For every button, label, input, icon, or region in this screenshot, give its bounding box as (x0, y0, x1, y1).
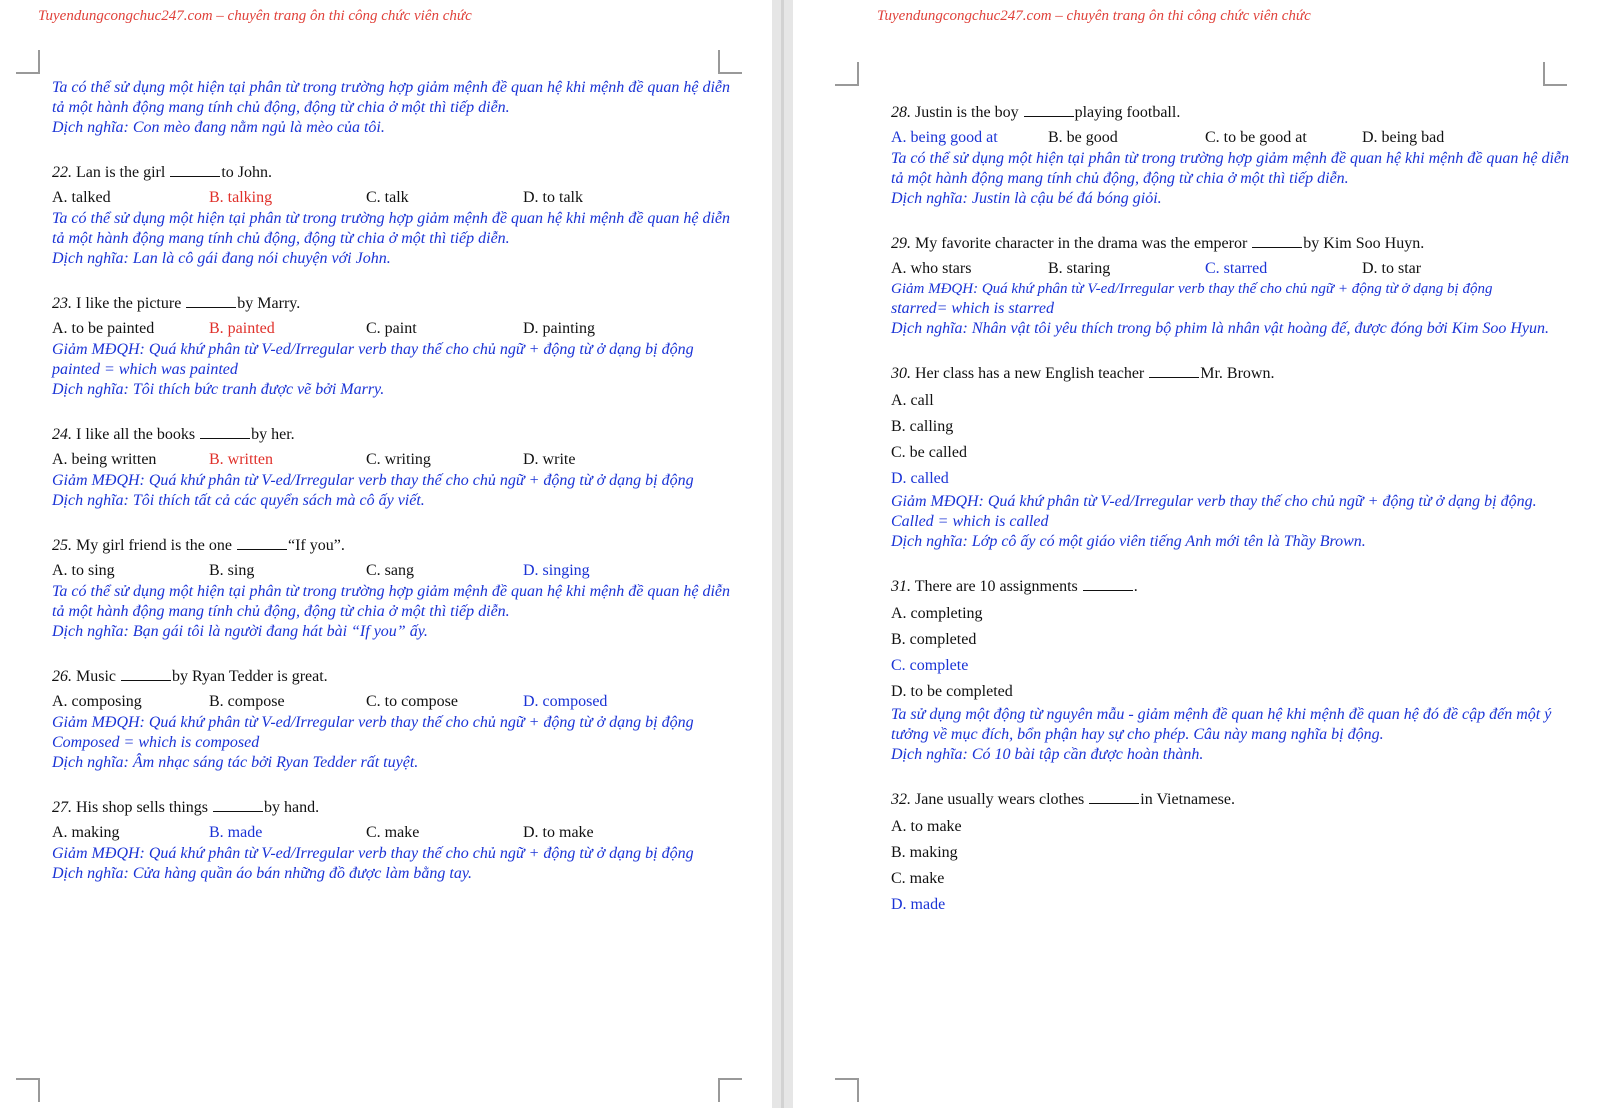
question-stem-after: by her. (251, 426, 295, 443)
answer-option: A. being written (52, 451, 157, 468)
question-number: 26. (52, 668, 72, 685)
answer-options (891, 814, 1581, 918)
answer-option: C. to be good at (1205, 129, 1307, 146)
answer-option: C. writing (366, 451, 431, 468)
answer-options (52, 318, 732, 340)
question-number: 31. (891, 578, 911, 595)
answer-option: D. to make (523, 824, 594, 841)
question-stem-after: by hand. (264, 799, 320, 816)
answer-option: D. painting (523, 320, 595, 337)
question-block (52, 535, 732, 642)
question-stem-before: I like the picture (76, 295, 182, 312)
crop-mark (718, 50, 742, 74)
intro-block (52, 78, 732, 138)
answer-option: C. to compose (366, 693, 458, 710)
answer-option: C. sang (366, 562, 414, 579)
question-number: 24. (52, 426, 72, 443)
answer-option-correct: D. made (891, 896, 946, 913)
question-number: 22. (52, 164, 72, 181)
question-stem-after: “If you”. (287, 537, 345, 554)
question-block (891, 102, 1581, 209)
question-text (891, 789, 1581, 810)
answer-blank (1252, 235, 1302, 248)
question-number: 29. (891, 235, 911, 252)
answer-option: A. making (52, 824, 120, 841)
question-text (52, 293, 732, 314)
answer-option: A. composing (52, 693, 142, 710)
answer-blank (200, 426, 250, 439)
explanation-line: Called = which is called (891, 513, 1049, 530)
explanation-line: Giảm MĐQH: Quá khứ phân từ V-ed/Irregular verb thay thế cho chủ ngữ + động từ ở dạng bị động (52, 341, 694, 358)
question-block (52, 293, 732, 400)
answer-options (891, 258, 1581, 280)
answer-option: C. talk (366, 189, 409, 206)
translation-line: Dịch nghĩa: Tôi thích tất cả các quyển sách mà cô ấy viết. (52, 492, 425, 509)
answer-options (52, 822, 732, 844)
crop-mark (1543, 62, 1567, 86)
right-content (891, 102, 1581, 942)
explanation-line: Giảm MĐQH: Quá khứ phân từ V-ed/Irregular verb thay thế cho chủ ngữ + động từ ở dạng bị động (891, 281, 1493, 297)
answer-blank (1083, 578, 1133, 591)
answer-option: D. write (523, 451, 576, 468)
answer-option: C. make (891, 870, 945, 887)
translation-line: Dịch nghĩa: Có 10 bài tập cần được hoàn thành. (891, 746, 1204, 763)
answer-option: A. who stars (891, 260, 972, 277)
question-text (52, 162, 732, 183)
question-block (891, 789, 1581, 918)
question-stem-before: Music (76, 668, 116, 685)
translation-line: Dịch nghĩa: Âm nhạc sáng tác bởi Ryan Tedder rất tuyệt. (52, 754, 419, 771)
answer-option: A. to be painted (52, 320, 155, 337)
question-list (52, 162, 732, 884)
answer-option-correct: A. being good at (891, 129, 998, 146)
answer-options (891, 127, 1581, 149)
translation-line: Dịch nghĩa: Nhân vật tôi yêu thích trong bộ phim là nhân vật hoàng đế, được đóng bởi Kim Soo Hyun. (891, 320, 1550, 337)
question-stem-after: in Vietnamese. (1140, 791, 1235, 808)
explanation-line: Composed = which is composed (52, 734, 260, 751)
answer-option: B. calling (891, 418, 954, 435)
page-gutter (772, 0, 793, 1108)
question-stem-before: Jane usually wears clothes (915, 791, 1085, 808)
question-stem-before: Lan is the girl (76, 164, 166, 181)
page-header: Tuyendungcongchuc247.com – chuyên trang ôn thi công chức viên chức (38, 8, 472, 24)
answer-option: A. completing (891, 605, 983, 622)
page-right (793, 0, 1600, 1108)
answer-blank (1149, 365, 1199, 378)
question-text (52, 424, 732, 445)
answer-option-correct: D. composed (523, 693, 608, 710)
question-stem-before: His shop sells things (76, 799, 209, 816)
question-stem-after: to John. (221, 164, 272, 181)
question-text (891, 102, 1581, 123)
question-text (52, 797, 732, 818)
question-number: 32. (891, 791, 911, 808)
question-text (891, 363, 1581, 384)
translation-line: Dịch nghĩa: Justin là cậu bé đá bóng giỏi. (891, 190, 1162, 207)
question-stem-before: My favorite character in the drama was the emperor (915, 235, 1248, 252)
answer-option: D. to talk (523, 189, 583, 206)
answer-option: B. completed (891, 631, 977, 648)
answer-options (891, 601, 1581, 705)
answer-option: D. being bad (1362, 129, 1445, 146)
answer-option: B. compose (209, 693, 285, 710)
translation-line: Dịch nghĩa: Tôi thích bức tranh được vẽ bởi Marry. (52, 381, 385, 398)
question-stem-before: Justin is the boy (915, 104, 1019, 121)
answer-options (891, 388, 1581, 492)
question-stem-after: by Kim Soo Huyn. (1303, 235, 1425, 252)
question-number: 30. (891, 365, 911, 382)
answer-option-correct: B. made (209, 824, 263, 841)
answer-option: D. to be completed (891, 683, 1013, 700)
explanation-line: starred= which is starred (891, 300, 1054, 317)
explanation-line: Ta có thể sử dụng một hiện tại phân từ trong trường hợp giảm mệnh đề quan hệ khi mệnh đề quan hệ diễn tả một hành động mang tính chủ động, động từ chia ở một thì tiếp diễn. (52, 210, 731, 247)
left-content (52, 78, 732, 908)
answer-options (52, 187, 732, 209)
answer-option-correct: B. written (209, 451, 273, 468)
explanation-line: Ta có thể sử dụng một hiện tại phân từ trong trường hợp giảm mệnh đề quan hệ khi mệnh đề quan hệ diễn tả một hành động mang tính chủ động, động từ chia ở một thì tiếp diễn. (52, 583, 731, 620)
answer-option: B. be good (1048, 129, 1118, 146)
explanation-line: Ta sử dụng một động từ nguyên mẫu - giảm mệnh đề quan hệ khi mệnh đề quan hệ đó đề cập đến một ý tưởng về mục đích, bổn phận hay sự cho phép. Câu này mang nghĩa bị động. (891, 706, 1552, 743)
question-block (52, 162, 732, 269)
question-text (891, 233, 1581, 254)
translation-line: Dịch nghĩa: Bạn gái tôi là người đang hát bài “If you” ấy. (52, 623, 428, 640)
question-list (891, 102, 1581, 918)
question-block (891, 576, 1581, 765)
answer-option-correct: C. starred (1205, 260, 1268, 277)
question-stem-before: Her class has a new English teacher (915, 365, 1145, 382)
crop-mark (835, 1078, 859, 1102)
crop-mark (16, 1078, 40, 1102)
answer-option: B. making (891, 844, 958, 861)
page-left (0, 0, 772, 1108)
explanation-line: painted = which was painted (52, 361, 238, 378)
question-block (891, 363, 1581, 552)
question-text (52, 666, 732, 687)
crop-mark (16, 50, 40, 74)
question-number: 28. (891, 104, 911, 121)
answer-option: C. paint (366, 320, 417, 337)
question-number: 25. (52, 537, 72, 554)
question-block (52, 666, 732, 773)
answer-option: C. be called (891, 444, 967, 461)
answer-option-correct: B. painted (209, 320, 275, 337)
answer-blank (213, 799, 263, 812)
question-stem-before: My girl friend is the one (76, 537, 232, 554)
answer-option-correct: D. called (891, 470, 949, 487)
question-stem-after: Mr. Brown. (1200, 365, 1275, 382)
answer-options (52, 449, 732, 471)
question-stem-after: . (1133, 578, 1138, 595)
explanation-line: Giảm MĐQH: Quá khứ phân từ V-ed/Irregular verb thay thế cho chủ ngữ + động từ ở dạng bị động (52, 714, 694, 731)
answer-option: A. talked (52, 189, 111, 206)
answer-option: D. to star (1362, 260, 1422, 277)
answer-blank (186, 295, 236, 308)
answer-blank (170, 164, 220, 177)
crop-mark (718, 1078, 742, 1102)
explanation-line: Ta có thể sử dụng một hiện tại phân từ trong trường hợp giảm mệnh đề quan hệ khi mệnh đề quan hệ diễn tả một hành động mang tính chủ động, động từ chia ở một thì tiếp diễn. (891, 150, 1570, 187)
answer-option: A. to make (891, 818, 962, 835)
question-number: 27. (52, 799, 72, 816)
answer-option-correct: B. talking (209, 189, 273, 206)
translation-line: Dịch nghĩa: Con mèo đang nằm ngủ là mèo của tôi. (52, 119, 385, 136)
question-number: 23. (52, 295, 72, 312)
answer-option: C. make (366, 824, 420, 841)
question-block (891, 233, 1581, 339)
question-stem-before: There are 10 assignments (914, 578, 1078, 595)
question-text (52, 535, 732, 556)
answer-option: A. call (891, 392, 934, 409)
answer-options (52, 560, 732, 582)
explanation-line: Giảm MĐQH: Quá khứ phân từ V-ed/Irregular verb thay thế cho chủ ngữ + động từ ở dạng bị động (52, 472, 694, 489)
question-block (52, 424, 732, 511)
question-stem-after: by Marry. (237, 295, 301, 312)
question-stem-after: by Ryan Tedder is great. (172, 668, 328, 685)
answer-blank (237, 537, 287, 550)
question-stem-after: playing football. (1074, 104, 1181, 121)
explanation-line: Giảm MĐQH: Quá khứ phân từ V-ed/Irregular verb thay thế cho chủ ngữ + động từ ở dạng bị động (52, 845, 694, 862)
answer-blank (1024, 104, 1074, 117)
question-stem-before: I like all the books (76, 426, 196, 443)
crop-mark (835, 62, 859, 86)
question-block (52, 797, 732, 884)
answer-blank (1089, 791, 1139, 804)
page-header: Tuyendungcongchuc247.com – chuyên trang ôn thi công chức viên chức (877, 8, 1311, 24)
translation-line: Dịch nghĩa: Lan là cô gái đang nói chuyện với John. (52, 250, 391, 267)
explanation-line: Giảm MĐQH: Quá khứ phân từ V-ed/Irregular verb thay thế cho chủ ngữ + động từ ở dạng bị động. (891, 493, 1537, 510)
question-text (891, 576, 1581, 597)
translation-line: Dịch nghĩa: Cửa hàng quần áo bán những đồ được làm bằng tay. (52, 865, 473, 882)
answer-option-correct: C. complete (891, 657, 969, 674)
answer-option: B. sing (209, 562, 255, 579)
answer-option: B. staring (1048, 260, 1111, 277)
answer-option: A. to sing (52, 562, 115, 579)
answer-blank (121, 668, 171, 681)
translation-line: Dịch nghĩa: Lớp cô ấy có một giáo viên tiếng Anh mới tên là Thầy Brown. (891, 533, 1366, 550)
answer-options (52, 691, 732, 713)
explanation-line: Ta có thể sử dụng một hiện tại phân từ trong trường hợp giảm mệnh đề quan hệ khi mệnh đề quan hệ diễn tả một hành động mang tính chủ động, động từ chia ở một thì tiếp diễn. (52, 79, 731, 116)
answer-option-correct: D. singing (523, 562, 590, 579)
